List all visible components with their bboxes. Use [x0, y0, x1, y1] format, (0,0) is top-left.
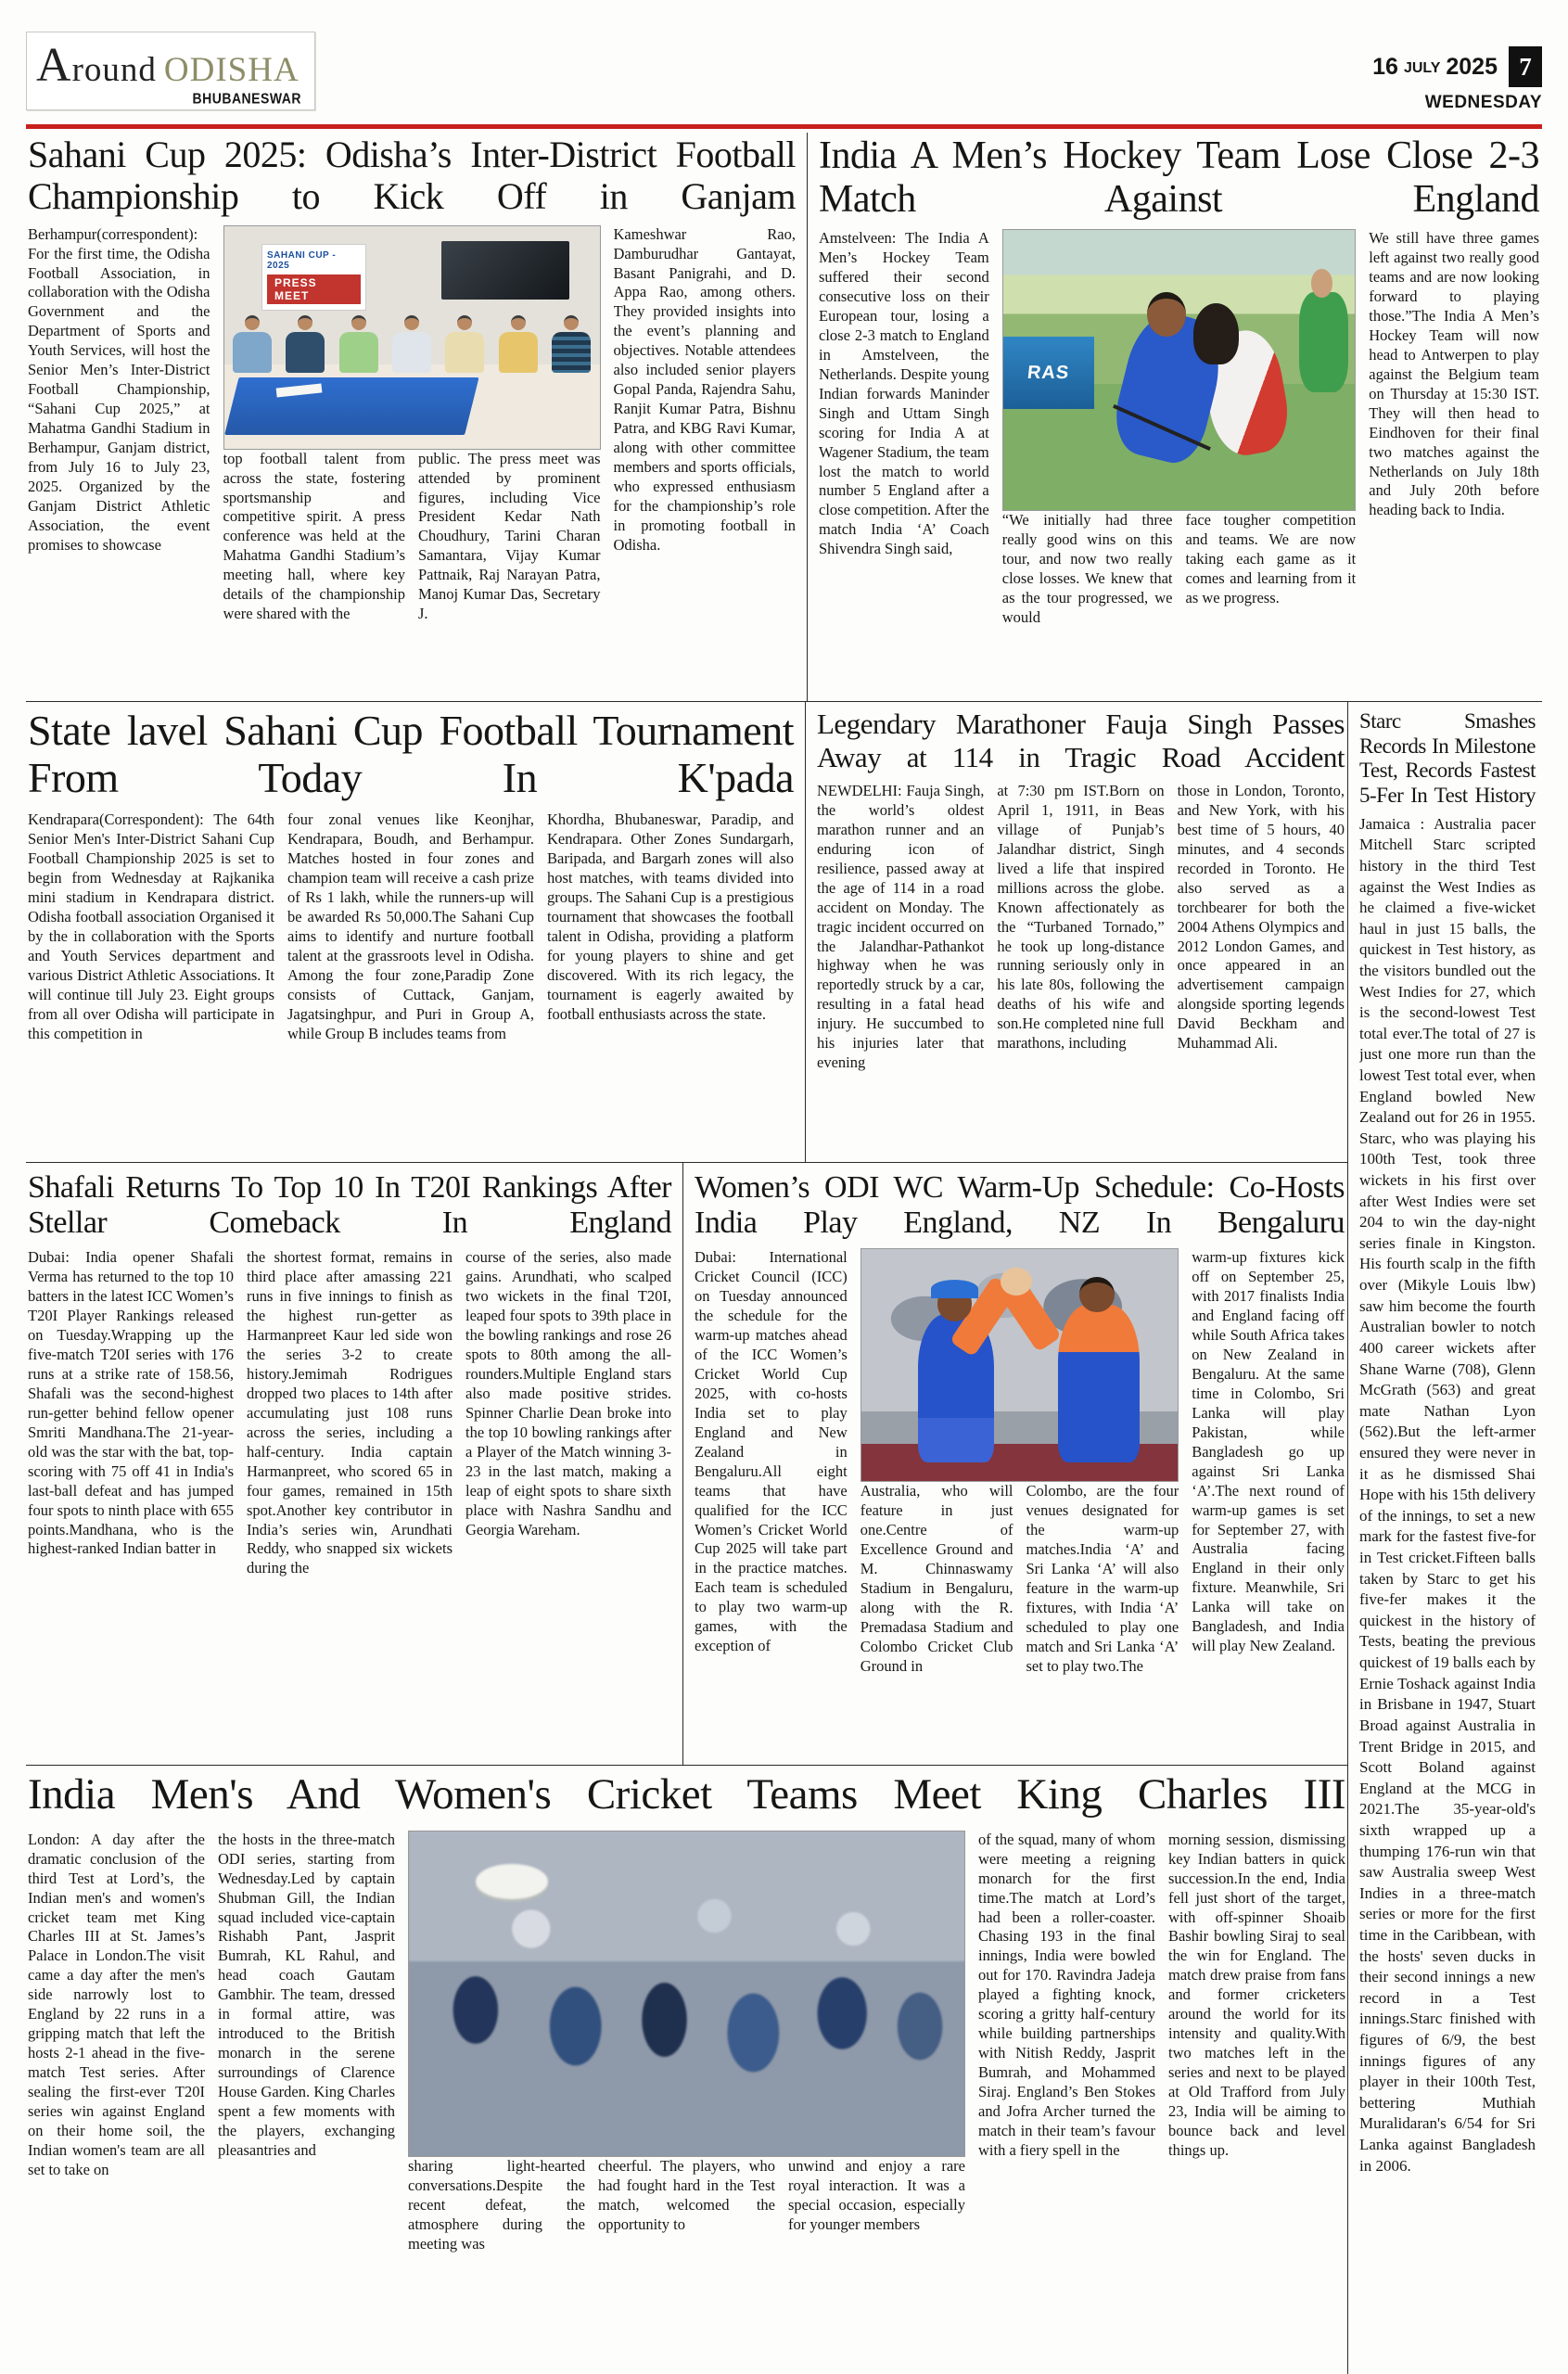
goalkeeper-head — [1311, 269, 1332, 297]
body-column: Dubai: India opener Shafali Verma has returned to the top 10 batters in the latest ICC Women’s T20I Player Rankings released on Tuesday.Wrapping up the five-match T20I series with 176 runs at a strike rate of 158.56, Shafali was the second-highest run-getter behind fellow opener Smriti Mandhana.The 21-year-old was the star with the bat, top-scoring with 75 off 41 in India's last-ball defeat and has jumped four spots to ninth place with 655 points.Mandhana, who is the highest-ranked Indian batter in — [28, 1248, 234, 1558]
article-body — [28, 225, 796, 676]
body-column: at 7:30 pm IST.Born on April 1, 1911, in Beas village of Punjab’s Jalandhar district, Singh lived a life that inspired millions across the globe. Known affectionately as the “Turbaned Tornado,” he took up long-distance running seriously only in his late 80s, following the deaths of his wife and son.He completed nine full marathons, including — [997, 781, 1165, 1053]
body-column: Khordha, Bhubaneswar, Paradip, and Kendrapara. Other Zones Sundargarh, Baripada, and Bargarh zones will also host matches, with teams divided into groups. The Sahani Cup is a prestigious tournament that showcases the football talent in Odisha, providing a platform for young players to shine and get discovered. With its rich legacy, the tournament is eagerly awaited by football enthusiasts across the state. — [547, 810, 794, 1023]
article-body — [28, 1248, 671, 1578]
sideboard-text: RAS — [1026, 362, 1071, 383]
body-column: course of the series, also made gains. Arundhati, who scalped two wickets in the final T20I, leaped four spots to 39th place in the bowling rankings and rose 26 spots to 80th among the all-rounders.Multiple England stars also made positive strides. Spinner Charlie Dean broke into the top 10 bowling rankings after a Player of the Match winning 3-23 in the last match, making a leap of eight spots to share sixth place with Nashra Sandhu and Georgia Wareham. — [465, 1248, 671, 1538]
headline-starc-records: Starc Smashes Records In Milestone Test, Records Fastest 5-Fer In Test History — [1359, 709, 1536, 808]
photo-blur-overlay — [409, 1832, 964, 2156]
article-body — [28, 810, 794, 1043]
body-column: sharing light-hearted conversations.Despite the recent defeat, the atmosphere during the meeting was — [408, 2156, 585, 2253]
headline-shafali-rankings: Shafali Returns To Top 10 In T20I Rankings After Stellar Comeback In England — [28, 1170, 671, 1241]
masthead — [26, 32, 1542, 121]
official-figure — [338, 315, 379, 373]
official-figure — [285, 315, 325, 373]
article-fauja-singh — [806, 702, 1346, 1162]
date-month: JULY — [1403, 60, 1441, 76]
article-body — [695, 1248, 1345, 1749]
goalkeeper-figure — [1299, 292, 1348, 393]
brand-city: BHUBANESWAR — [192, 90, 301, 107]
date-year: 2025 — [1446, 53, 1498, 80]
masthead-rule — [26, 124, 1542, 129]
headline-state-sahani-cup: State lavel Sahani Cup Football Tournament From Today In K'pada — [28, 707, 794, 801]
player-head — [1147, 292, 1186, 337]
official-figure — [444, 315, 485, 373]
body-column: Amstelveen: The India A Men’s Hockey Team suffered their second consecutive loss on their European tour, losing a close 2-3 match to England in Amstelveen, the Netherlands. Despite young Indian forwards Maninder Singh and Uttam Singh scoring for India A at Wagener Stadium, the team lost the match to world number 5 England after a close competition. After the match India ‘A’ Coach Shivendra Singh said, — [819, 229, 989, 558]
page-number: 7 — [1509, 46, 1542, 87]
hockey-match-photo — [1002, 229, 1357, 511]
weekday: WEDNESDAY — [1424, 93, 1542, 112]
press-meet-banner — [261, 244, 366, 311]
press-table — [224, 377, 479, 435]
press-meet-photo — [223, 225, 601, 450]
body-column: of the squad, many of whom were meeting a reigning monarch for the first time.The match at Lord’s had been a roller-coaster. Chasing 193 in the final innings, India were bowled out for 170. Ravindra Jadeja played a fighting knock, scoring a gritty half-century while building partnerships with Nitish Reddy, Jasprit Bumrah, and Mohammed Siraj. England’s Ben Stokes and Jofra Archer turned the match in their team’s favour with a fiery spell in the — [978, 1830, 1155, 2159]
body-column: London: A day after the dramatic conclusion of the third Test at Lord’s, the Indian men's and women's cricket team met King Charles III at St. James’s Palace in London.The visit came a day after the men's side narrowly lost to England by 22 runs in a gripping match that left the hosts 2-1 ahead in the five-match Test series. After sealing the first-ever T20I series win against England on their home soil, the Indian women's team are all set to take on — [28, 1830, 205, 2178]
row-state-cup-fauja — [26, 702, 1347, 1163]
sideboard — [1003, 337, 1095, 410]
article-shafali-rankings — [26, 1163, 682, 1765]
player-head — [1193, 303, 1239, 364]
article-hockey-india-a — [808, 133, 1541, 701]
body-column: Australia, who will feature in just one.Centre of Excellence Ground and M. Chinnaswamy Stadium in Bengaluru, along with the R. Premadasa Stadium and Colombo Cricket Club Ground in — [860, 1482, 1013, 1675]
article-king-charles — [26, 1766, 1347, 2373]
official-figure — [232, 315, 273, 373]
body-column: unwind and enjoy a rare royal interaction. It was a special occasion, especially for younger members — [788, 2156, 965, 2233]
article-body — [817, 782, 1345, 1073]
body-column: public. The press meet was attended by prominent figures, including Vice President Kedar Nath Choudhury, Tarini Charan Samantara, Vijay Kumar Pattnaik, Raj Narayan Patra, Manoj Kumar Das, Secretary J. — [418, 449, 601, 623]
official-figure — [551, 315, 592, 373]
article-body — [28, 1831, 1345, 2350]
player-cap — [931, 1280, 978, 1298]
body-column: the shortest format, remains in third place after amassing 221 runs in five innings to finish as the highest run-getter as Harmanpreet Kaur led side won the series 3-2 to create history.Jemimah Rodrigues dropped two places to 14th after accumulating just 108 runs across the series, including a half-century. India captain Harmanpreet, who scored 65 in four games, remained in 15th spot.Another key contributor in India’s series win, Arundhati Reddy, who snapped six wickets during the — [247, 1248, 453, 1577]
officials-row — [232, 315, 593, 373]
body-column: Dubai: International Cricket Council (ICC) on Tuesday announced the schedule for the warm-up matches ahead of the ICC Women’s Cricket World Cup 2025, with co-hosts India set to play England and New Zealand in Bengaluru.All eight teams that have qualified for the ICC Women’s Cricket World Cup 2025 will take part in the practice matches. Each team is scheduled to play two warm-up games, with the exception of — [695, 1248, 848, 1655]
main-left — [26, 702, 1347, 2374]
article-body — [819, 229, 1539, 680]
banner-title: SAHANI CUP - 2025 — [267, 249, 337, 271]
article-sahani-cup-ganjam — [26, 133, 807, 701]
row-shafali-odiwc — [26, 1163, 1347, 1766]
body-column: We still have three games left against two really good teams and are now looking forward to playing those.”The India A Men’s Hockey Team will now head to Antwerpen to play against the Belgium team on Thursday at 15:30 IST. They will then head to Eindhoven for their final two matches against the Netherlands on July 18th and July 20th before heading back to India. — [1369, 229, 1539, 519]
body-column: NEWDELHI: Fauja Singh, the world’s oldest marathon runner and an enduring icon of resilience, passed away at the age of 114 in a road accident on Monday. The tragic incident occurred on the Jalandhar-Pathankot highway when he was reportedly struck by a car, resulting in a fatal head injury. He succumbed to his injuries later that evening — [817, 781, 985, 1072]
article-starc-records — [1348, 702, 1541, 2374]
body-column: “We initially had three really good wins on this tour, and now two really close losses. We knew that as the tour progressed, we would — [1001, 511, 1173, 626]
official-figure — [498, 315, 539, 373]
body-column: four zonal venues like Keonjhar, Kendrapara, Boudh, and Berhampur. Matches hosted in four zones and champion team will receive a cash prize of Rs 1 lakh, while the runners-up will be awarded Rs 50,000.The Sahani Cup aims to identify and nurture football talent at the grassroots level in Odisha. Among the four zone,Paradip Zone consists of Cuttack, Ganjam, Jagatsinghpur, and Puri in Group A, while Group B includes teams from — [287, 810, 534, 1042]
body-column: warm-up fixtures kick off on September 25, with 2017 finalists India and England facing off while South Africa takes on New Zealand in Bengaluru. At the same time in Colombo, Sri Lanka will play Pakistan, while Bangladesh go up against Sri Lanka ‘A’.The next round of warm-up games is set for September 27, with Australia facing England in their only fixture. Meanwhile, Sri Lanka will take on Bangladesh, and India will play New Zealand. — [1192, 1248, 1345, 1655]
body-column: cheerful. The players, who had fought hard in the Test match, welcomed the opportunity to — [598, 2156, 775, 2233]
body-column: those in London, Toronto, and New York, with his best time of 5 hours, 40 minutes, and 4 seconds recorded in Toronto. He also served as a torchbearer for both the 2004 Athens Olympics and 2012 London Games, and once appeared in an advertisement campaign alongside sporting legends David Beckham and Muhammad Ali. — [1177, 781, 1345, 1053]
body-column: Colombo, are the four venues designated for the warm-up matches.India ‘A’ and Sri Lanka ‘A’ will also feature in the warm-up fixtures, with India ‘A’ scheduled to play one match and Sri Lanka ‘A’ set to play two.The — [1026, 1482, 1179, 1675]
brand-around: Around — [36, 39, 157, 92]
player-head — [1079, 1277, 1115, 1312]
king-charles-meeting-photo — [408, 1831, 965, 2157]
date-day: 16 — [1372, 53, 1398, 80]
body-column: Kameshwar Rao, Damburudhar Gantayat, Basant Panigrahi, and D. Appa Rao, among others. They provided insights into the event’s planning and objectives. Notable attendees also included senior players Gopal Panda, Rajendra Sahu, Ranjit Kumar Patra, Bishnu Patra, and KBG Ravi Kumar, along with other committee members and sports officials, who expressed enthusiasm for the championship’s role in promoting football in Odisha. — [613, 224, 796, 554]
article-state-sahani-cup — [26, 702, 805, 1162]
official-figure — [391, 315, 432, 373]
body-column: Berhampur(correspondent): For the first time, the Odisha Football Association, in collaboration with the Odisha Government and the Department of Sports and Youth Services, will host the Senior Men’s Inter-District Football Championship, “Sahani Cup 2025,” at Mahatma Gandhi Stadium in Berhampur, Ganjam district, from July 16 to July 23, 2025. Organized by the Ganjam District Athletic Association, the event promises to showcase — [28, 224, 210, 554]
body-column: top football talent from across the state, fostering sportsmanship and competitive spirit. A press conference was held at the Mahatma Gandhi Stadium’s meeting hall, where key details of the championship were shared with the — [223, 449, 405, 623]
body-column: Kendrapara(Correspondent): The 64th Senior Men's Inter-District Sahani Cup Football Championship 2025 is set to begin from Wednesday at Rajkanika mini stadium in Kendrapara district. Odisha football association Organised it by the in collaboration with the Sports and Youth Services department and various District Athletic Associations. It will continue till July 23. Eight groups from all over Odisha will participate in this competition in — [28, 810, 274, 1042]
banner-subtitle: PRESS MEET — [267, 274, 361, 304]
article-odi-wc-warmup — [683, 1163, 1346, 1765]
body-column: morning session, dismissing key Indian batters in quick succession.In the end, India fell just short of the target, with off-spinner Shoaib Bashir bowling Siraj to seal the win for England. The match drew praise from fans and former cricketers around the world for its intensity and quality.With two matches left in the series and next to be played at Old Trafford from July 23, India will be aiming to bounce back and level things up. — [1168, 1830, 1345, 2159]
headline-hockey-india-a: India A Men’s Hockey Team Lose Close 2-3 Match Against England — [819, 134, 1539, 222]
logo — [26, 32, 315, 110]
headline-odi-wc-warmup: Women’s ODI WC Warm-Up Schedule: Co-Hosts India Play England, NZ In Bengaluru — [695, 1170, 1345, 1241]
date-block — [1372, 32, 1542, 113]
top-section — [26, 133, 1542, 702]
player-figure — [1058, 1305, 1141, 1462]
women-cricket-photo — [860, 1248, 1179, 1482]
brand-odisha: ODISHA — [163, 51, 300, 89]
headline-sahani-cup-ganjam: Sahani Cup 2025: Odisha’s Inter-District Football Championship to Kick Off in Ganjam — [28, 134, 796, 217]
body-column: face tougher competition and teams. We are now taking each game as it comes and learning from it as we progress. — [1185, 511, 1357, 606]
body-column: the hosts in the three-match ODI series, starting from Wednesday.Led by captain Shubman Gill, the Indian squad included vice-captain Rishabh Pant, Jasprit Bumrah, KL Rahul, and head coach Gautam Gambhir. The team, dressed in formal attire, was introduced to the British monarch in the serene surroundings of Clarence House Garden. King Charles spent a few moments with the players, exchanging pleasantries and — [218, 1830, 395, 2159]
body-column: Jamaica : Australia pacer Mitchell Starc scripted history in the third Test against the West Indies as he claimed a five-wicket haul in just 15 balls, the quickest in Test history, as the visitors bundled out the West Indies for 27, which is the second-lowest Test total ever.The total of 27 is just one more run than the lowest Test total ever, when England bowled New Zealand out for 26 in 1955. Starc, who was playing his 100th Test, took three wickets in his first over after West Indies were set 204 to win the day-night series finale in Kingston. His fourth scalp in the fifth over (Mikyle Louis lbw) saw him become the fourth Australian bowler to notch 400 career wickets after Shane Warne (708), Glenn McGrath (563) and great mate Nathan Lyon (562).But the left-armer ensured they were never in it as he dismissed Shai Hope with his 15th delivery of the innings, to set a new mark for the fastest five-for in Test cricket.Fifteen balls taken by Starc to get his five-fer makes it the quickest in the history of Tests, beating the previous quickest of 19 balls each by Ernie Toshack against India in Brisbane in 1947, Stuart Broad against Australia in Trent Bridge in 2015, and Scott Boland against England at the MCG in 2021.The 35-year-old's sixth wrapped up a thumping 176-run win that saw Australia sweep West Indies in a three-match series or more for the first time in the Caribbean, with the hosts' seven ducks in their second innings a new record in a Test innings.Starc finished with figures of 6/9, the best innings figures of any player in their 100th Test, bettering Muthiah Muralidaran's 6/54 for Sri Lanka against Bangladesh in 2006. — [1359, 814, 1536, 2175]
headline-fauja-singh: Legendary Marathoner Fauja Singh Passes Away at 114 in Tragic Road Accident — [817, 708, 1345, 773]
headline-king-charles: India Men's And Women's Cricket Teams Meet King Charles III — [28, 1770, 1345, 1819]
main-section — [26, 702, 1542, 2374]
tv-screen — [441, 241, 569, 299]
